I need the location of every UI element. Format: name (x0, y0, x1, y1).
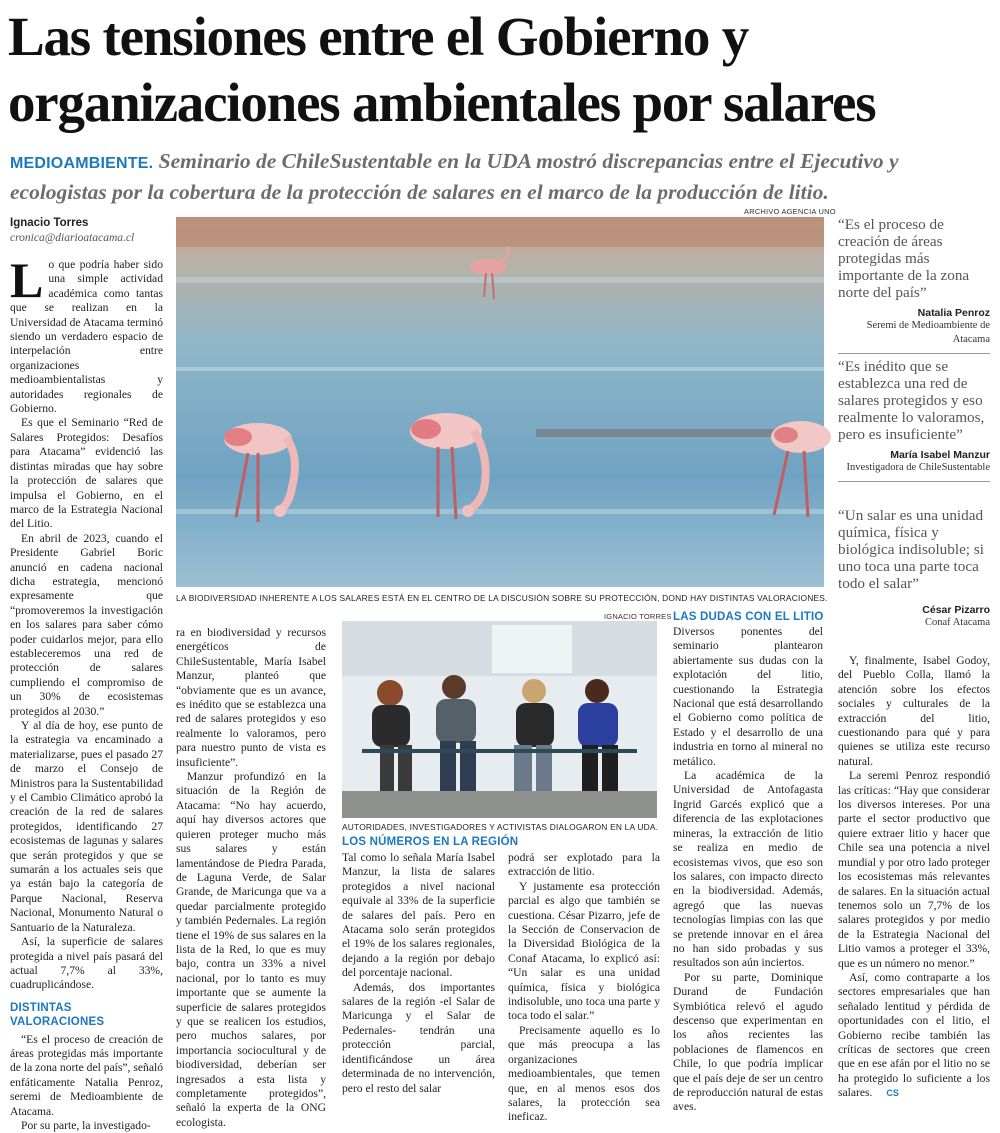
pullquote-name: César Pizarro (922, 604, 990, 616)
pullquote-text: “Es el proceso de creación de áreas protegidas más importante de la zona norte del país” (838, 216, 970, 301)
body-paragraph: La seremi Penroz respondió las críticas: “Hay que considerar los diversos intereses. Por una parte el sector productivo que quiere extraer litio y hacer que Chile sea una potencia a nivel mundial y por otro lado proteger los ecosistemas más relevantes de salares. En la situación actual tenemos solo un 7,7% de los salares protegidos y por medio de la Estrategia Nacional del Litio vamos a proteger el 33%, que es un número no menor.” (838, 769, 990, 970)
body-paragraph: Además, dos importantes salares de la región -el Salar de Maricunga y el Salar de Pedernales- tendrán una protección parcial, identificándose un área determinada de no intervención, pero el resto del salar (342, 980, 495, 1095)
body-paragraph: Por su parte, Dominique Durand de Fundación Symbiótica relevó el agudo descenso que experimentan en los años recientes las poblaciones de flamencos en Chile, lo que podría implicar que el país deje de ser un centro de reproducción natural de estas aves. (673, 970, 823, 1114)
subhead-numeros-region: LOS NÚMEROS EN LA REGIÓN (342, 836, 519, 848)
drop-cap: L (10, 252, 44, 308)
byline (10, 216, 134, 246)
divider (838, 481, 990, 482)
body-paragraph: ra en biodiversidad y recursos energéticos de ChileSustentable, María Isabel Manzur, planteó que “obviamente que es un avance, es inédito que se establezca una red de salares protegidos y eso realmente lo valoramos, pero para nuestro punto de vista es insuficiente”. (176, 626, 326, 769)
body-paragraph: En abril de 2023, cuando el Presidente Gabriel Boric anunció en cadena nacional dicha estrategia, mencionó expresamente que “promoveremos la investigación en los salares para saber cómo poder cuidarlos mejor, para ello estableceremos una red de protección de salares cumpliendo el compromiso de un 30% de ecosistemas protegidos al 2030.” (10, 531, 163, 718)
pullquote-text: “Un salar es una unidad química, física y biológica indisoluble; si uno toca una parte toca todo el salar” (838, 507, 984, 592)
end-mark-icon: CS (886, 1088, 899, 1099)
author-name: Ignacio Torres (10, 217, 89, 229)
main-photo-credit: ARCHIVO AGENCIA UNO (744, 207, 836, 216)
second-photo-credit: IGNACIO TORRES (604, 612, 672, 621)
panel-illustration (342, 621, 657, 818)
flamingo-illustration (176, 217, 824, 587)
subhead-dudas-litio: LAS DUDAS CON EL LITIO (673, 611, 824, 623)
article-column-5 (673, 625, 823, 1118)
pullquote-pizarro (838, 507, 990, 630)
pullquote-role: Seremi de Medioambiente de Atacama (866, 320, 990, 345)
pullquote-role: Investigadora de ChileSustentable (846, 462, 990, 473)
article-column-2 (176, 626, 326, 1129)
section-kicker: MEDIOAMBIENTE. (10, 155, 154, 172)
body-paragraph: podrá ser explotado para la extracción de litio. (508, 851, 660, 879)
pullquote-name: María Isabel Manzur (890, 449, 990, 461)
body-paragraph: Así, como contraparte a los sectores empresariales que han señalado lentitud y pérdida de oportunidades con el litio, el Gobierno recibe también las críticas de sectores que creen que en ese afán por el litio no se ha protegido lo suficiente a los salares. CS (838, 970, 990, 1100)
headline-line-2: organizaciones ambientales por salares (8, 72, 876, 133)
second-photo-caption: AUTORIDADES, INVESTIGADORES Y ACTIVISTAS DIALOGARON EN LA UDA. (342, 822, 659, 832)
body-paragraph: Es que el Seminario “Red de Salares Protegidos: Desafíos para Atacama” evidenció las distintas miradas que hay sobre la protección de salares que impulsa el Gobierno, en el marco de la Estrategia Nacional del Litio. (10, 416, 163, 531)
second-photo-panel (342, 621, 657, 818)
body-paragraph: Y justamente esa protección parcial es algo que también se cuestiona. César Pizarro, jefe de la Sección de Conservacion de la Diversidad Biológica de la Conaf Atacama, lo explicó así: “Un salar es una unidad química, física y biológica indisoluble, uno toca una parte y toca todo el salar.” (508, 879, 660, 1023)
divider (838, 353, 990, 354)
body-paragraph: Precisamente aquello es lo que más preocupa a las organizaciones medioambientales, que temen que, en al menos esos dos salares, la protección sea ineficaz. (508, 1023, 660, 1124)
pullquote-penroz (838, 216, 990, 354)
body-paragraph: Diversos ponentes del seminario plantearon abiertamente sus dudas con la explotación del litio, cuestionando la Estrategia Nacional que está desarrollando el Gobierno como política de Estado y el desarrollo de una industria en torno al mineral no metálico. (673, 625, 823, 768)
body-paragraph: La académica de la Universidad de Antofagasta Ingrid Garcés explicó que a diferencia de las explotaciones mineras, la extracción de litio se realiza en medio de ecosistemas vivos, que eso son los salares, con impacto directo en la biodiversidad. Además, agregó que las nuevas tecnologías limpias con las que se pretende innovar en el área no han sido probadas y sus resultados son aún inciertos. (673, 769, 823, 970)
subhead-distintas-valoraciones: DISTINTAS VALORACIONES (10, 1001, 105, 1029)
headline-line-1: Las tensiones entre el Gobierno y (8, 6, 749, 67)
body-paragraph: Tal como lo señala María Isabel Manzur, la lista de salares protegidos a nivel nacional equivale al 33% de la superficie de salares del país. Pero en Atacama solo serán protegidos el 19% de los salares regionales, dejando a la región por debajo del porcentaje nacional. (342, 851, 495, 980)
body-paragraph: Y, finalmente, Isabel Godoy, del Pueblo Colla, llamó la atención sobre los efectos sociales y culturales de la extracción del litio, cuestionando para qué y para quienes se utiliza este recurso natural. (838, 654, 990, 768)
pullquote-manzur (838, 358, 990, 482)
body-paragraph: “Es el proceso de creación de áreas protegidas más importante de la zona norte del país”, señaló enfáticamente Natalia Penroz, seremi de Medioambiente de Atacama. (10, 1032, 163, 1118)
body-paragraph: Y al día de hoy, ese punto de la estrategia va encaminado a materializarse, pues el pasado 27 de marzo el Consejo de Ministros para la Sustentabilidad y el Cambio Climático aprobó la creación de la red de salares protegidos, identificando 27 ecosistemas de lagunas y salares que serán protegidos y que se sumarán a los actuales seis que ya están bajo la categoría de Parque Nacional, Reserva Nacional, Monumento Natural o Santuario de la Naturaleza. (10, 719, 163, 934)
lead-paragraph: Lo que podría haber sido una simple actividad académica como tantas que se realizan en la Universidad de Atacama terminó siendo un verdadero espacio de interpelación entre organizaciones medioambientalistas y autoridades regionales de Gobierno. (10, 252, 163, 416)
main-photo-flamingos (176, 217, 824, 587)
deck-text: Seminario de ChileSustentable en la UDA mostró discrepancias entre el Ejecutivo y ecologistas por la cobertura de la protección de salares en el marco de la producción de litio. (10, 149, 899, 204)
headline (8, 4, 992, 136)
pullquote-name: Natalia Penroz (917, 307, 990, 319)
main-photo-caption: LA BIODIVERSIDAD INHERENTE A LOS SALARES ESTÁ EN EL CENTRO DE LA DISCUSIÓN SOBRE SU PROTECCIÓN, DOND HAY DISTINTAS VALORACIONES. (176, 593, 828, 603)
deck (10, 147, 990, 206)
article-column-6 (838, 654, 990, 1118)
body-paragraph: Por su parte, la investigado- (21, 1118, 151, 1132)
pullquote-text: “Es inédito que se establezca una red de salares protegidos y eso realmente lo valoramos, pero es insuficiente” (838, 358, 985, 443)
pullquote-role: Conaf Atacama (924, 617, 990, 628)
article-column-4 (508, 851, 660, 1124)
article-column-3 (342, 851, 495, 1118)
body-paragraph: Manzur profundizó en la situación de la Región de Atacama: “No hay acuerdo, aquí hay diversos actores que quieren proteger mucho más sus salares y están lamentándose de Piedra Parada, de Laguna Verde, de Salar Grande, de Maricunga que va a quedar parcialmente protegido y también Pedernales. La región tiene el 19% de sus salares en la lista de la Red, lo que es muy bajo, contra un 33% a nivel nacional, por lo tanto es muy importante que se aumente la superficie de salares protegidos y que se realicen los estudios, pero muchos salares, por importancia sociocultural y de biodiversidad, deberían ser ingresados a esta lista y completamente protegidos”, señaló la experta de la ONG ecologista. (176, 770, 326, 1129)
author-email[interactable]: cronica@diarioatacama.cl (10, 232, 135, 244)
article-column-1 (10, 252, 163, 1132)
body-paragraph: Así, la superficie de salares protegida a nivel país pasará del actual 7,7% al 33%, cuadruplicándose. (10, 935, 163, 992)
